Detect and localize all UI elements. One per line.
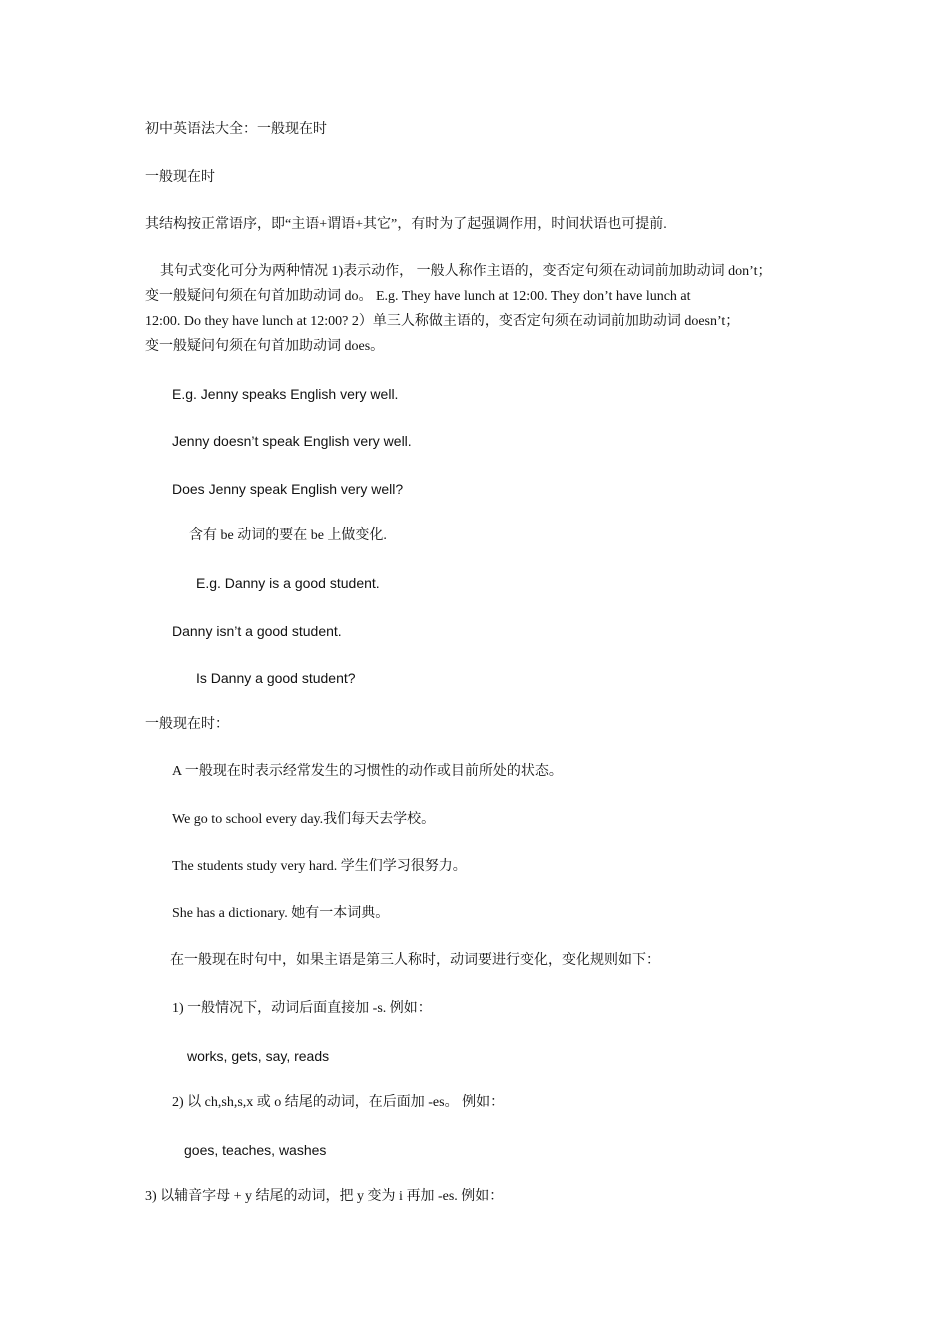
section-heading: 一般现在时 xyxy=(145,170,215,185)
rule-item-2: 2) 以 ch,sh,s,x 或 o 结尾的动词，在后面加 -es。 例如： xyxy=(172,1095,505,1110)
document-title: 初中英语法大全：一般现在时 xyxy=(145,122,327,137)
rule-item-1: 1) 一般情况下，动词后面直接加 -s. 例如： xyxy=(172,1001,432,1016)
rule-item-1-examples: works, gets, say, reads xyxy=(187,1048,330,1064)
rule-paragraph-line-2: 变一般疑问句须在句首加助动词 do。 E.g. They have lunch at 12:00. They don’t have lunch at xyxy=(145,289,691,304)
example-sentence: The students study very hard. 学生们学习很努力。 xyxy=(172,859,467,874)
structure-paragraph: 其结构按正常语序，即“主语+谓语+其它”，有时为了起强调作用，时间状语也可提前. xyxy=(145,217,667,232)
example-sentence: E.g. Danny is a good student. xyxy=(196,575,380,591)
rule-item-2-examples: goes, teaches, washes xyxy=(184,1142,327,1158)
example-sentence: We go to school every day.我们每天去学校。 xyxy=(172,812,436,827)
rule-paragraph-line-4: 变一般疑问句须在句首加助动词 does。 xyxy=(145,339,385,354)
third-person-rule: 在一般现在时句中，如果主语是第三人称时，动词要进行变化，变化规则如下： xyxy=(170,953,660,968)
be-verb-note: 含有 be 动词的要在 be 上做变化. xyxy=(189,528,387,543)
example-sentence: Danny isn’t a good student. xyxy=(172,623,342,639)
section-heading-2: 一般现在时： xyxy=(145,717,229,732)
rule-item-3: 3) 以辅音字母 + y 结尾的动词，把 y 变为 i 再加 -es. 例如： xyxy=(145,1189,504,1204)
example-sentence: Is Danny a good student? xyxy=(196,670,356,686)
usage-a: A 一般现在时表示经常发生的习惯性的动作或目前所处的状态。 xyxy=(172,764,563,779)
rule-paragraph-line-3: 12:00. Do they have lunch at 12:00? 2）单三人称做主语的，变否定句须在动词前加助动词 doesn’t； xyxy=(145,314,740,329)
example-sentence: Jenny doesn’t speak English very well. xyxy=(172,433,412,449)
rule-paragraph-line-1: 其句式变化可分为两种情况 1)表示动作， 一般人称作主语的，变否定句须在动词前加助动词 don’t； xyxy=(160,264,772,279)
example-sentence: She has a dictionary. 她有一本词典。 xyxy=(172,906,390,921)
example-sentence: Does Jenny speak English very well? xyxy=(172,481,404,497)
example-sentence: E.g. Jenny speaks English very well. xyxy=(172,386,399,402)
